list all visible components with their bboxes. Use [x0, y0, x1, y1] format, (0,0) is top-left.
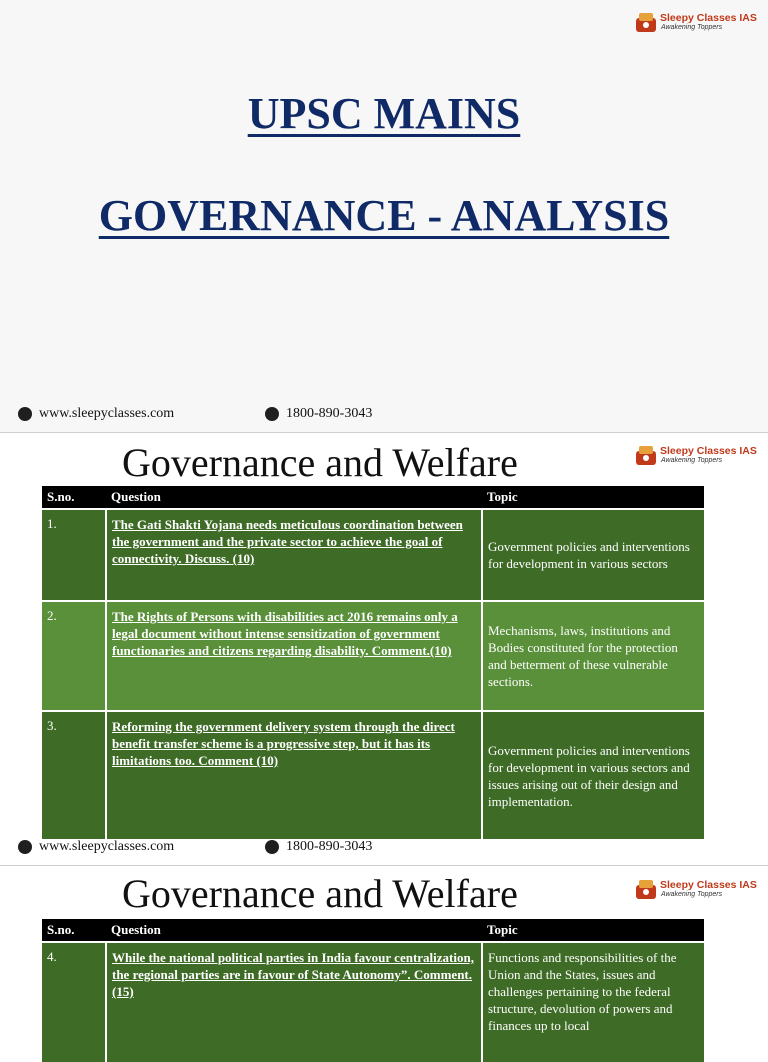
header-question: Question: [106, 919, 482, 942]
table-row: [42, 509, 704, 601]
sleepy-classes-logo-icon: [634, 444, 658, 468]
brand-tagline: Awakening Toppers: [661, 891, 723, 898]
row-question[interactable]: Reforming the government delivery system through the direct benefit transfer scheme is a progressive step, but it has its limitations too. Comment (10): [106, 711, 482, 839]
row-question[interactable]: The Gati Shakti Yojana needs meticulous coordination between the government and the private sector to achieve the goal of connectivity. Discuss. (10): [106, 509, 482, 601]
footer-phone[interactable]: 1800-890-3043: [265, 406, 372, 422]
row-sno: 1.: [42, 509, 106, 601]
row-question[interactable]: While the national political parties in India favour centralization, the regional parties are in favour of State Autonomy”. Comment.(15): [106, 942, 482, 1062]
row-topic: Functions and responsibilities of the Union and the States, issues and challenges pertaining to the federal structure, devolution of powers and finances up to local: [482, 942, 704, 1062]
brand-logo: [634, 878, 756, 904]
phone-icon: [265, 407, 279, 421]
row-topic: Government policies and interventions for development in various sectors: [482, 509, 704, 601]
brand-name: Sleepy Classes IAS: [660, 879, 757, 891]
header-topic: Topic: [482, 919, 704, 942]
web-icon: [18, 407, 32, 421]
brand-logo: [634, 444, 756, 470]
sleepy-classes-logo-icon: [634, 11, 658, 35]
questions-table: [42, 486, 704, 839]
brand-tagline: Awakening Toppers: [661, 457, 723, 464]
row-topic: Government policies and interventions for development in various sectors and issues arising out of their design and implementation.: [482, 711, 704, 839]
table-row: [42, 942, 704, 1062]
sleepy-classes-logo-icon: [634, 878, 658, 902]
header-sno: S.no.: [42, 486, 106, 509]
footer-website[interactable]: www.sleepyclasses.com: [18, 406, 174, 422]
header-question: Question: [106, 486, 482, 509]
footer-website[interactable]: www.sleepyclasses.com: [18, 839, 174, 855]
questions-table: [42, 919, 704, 1062]
cover-title-line1: UPSC MAINS: [247, 89, 521, 138]
row-question[interactable]: The Rights of Persons with disabilities act 2016 remains only a legal document without intense sensitization of government functionaries and citizens regarding disability. Comment.(10): [106, 601, 482, 711]
slide-footer: [18, 839, 418, 857]
web-icon: [18, 840, 32, 854]
row-sno: 3.: [42, 711, 106, 839]
phone-icon: [265, 840, 279, 854]
brand-name: Sleepy Classes IAS: [660, 445, 757, 457]
row-sno: 2.: [42, 601, 106, 711]
cover-title-line2: GOVERNANCE - ANALYSIS: [98, 191, 670, 240]
header-sno: S.no.: [42, 919, 106, 942]
slide-title: Governance and Welfare: [122, 871, 518, 916]
brand-logo: [634, 11, 756, 37]
content-slide-1: [0, 433, 768, 865]
footer-phone[interactable]: 1800-890-3043: [265, 839, 372, 855]
slide-footer: [18, 406, 418, 424]
brand-tagline: Awakening Toppers: [661, 24, 723, 31]
table-row: [42, 601, 704, 711]
slide-title: Governance and Welfare: [122, 440, 518, 485]
row-topic: Mechanisms, laws, institutions and Bodies constituted for the protection and betterment of these vulnerable sections.: [482, 601, 704, 711]
content-slide-2: [0, 866, 768, 1033]
row-sno: 4.: [42, 942, 106, 1062]
table-row: [42, 711, 704, 839]
header-topic: Topic: [482, 486, 704, 509]
brand-name: Sleepy Classes IAS: [660, 12, 757, 24]
cover-slide: [0, 0, 768, 432]
